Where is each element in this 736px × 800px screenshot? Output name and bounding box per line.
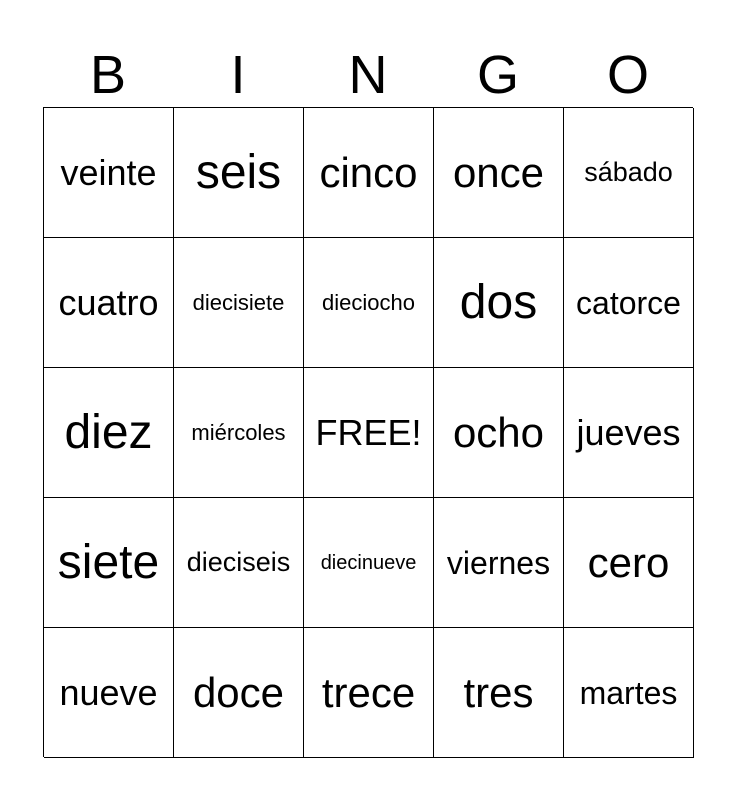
free-space-cell[interactable]: FREE!: [304, 368, 434, 498]
bingo-cell[interactable]: veinte: [44, 108, 174, 238]
bingo-board: [43, 107, 693, 757]
header-letter-g: G: [476, 45, 519, 105]
bingo-cell[interactable]: doce: [174, 628, 304, 758]
bingo-cell[interactable]: jueves: [564, 368, 694, 498]
bingo-cell[interactable]: miércoles: [174, 368, 304, 498]
bingo-cell[interactable]: nueve: [44, 628, 174, 758]
bingo-cell[interactable]: cuatro: [44, 238, 174, 368]
bingo-cell[interactable]: diecisiete: [174, 238, 304, 368]
bingo-cell[interactable]: cinco: [304, 108, 434, 238]
bingo-cell[interactable]: dos: [434, 238, 564, 368]
bingo-cell[interactable]: sábado: [564, 108, 694, 238]
bingo-header: [43, 44, 693, 106]
bingo-cell[interactable]: dieciocho: [304, 238, 434, 368]
bingo-cell[interactable]: catorce: [564, 238, 694, 368]
bingo-cell[interactable]: siete: [44, 498, 174, 628]
bingo-cell[interactable]: tres: [434, 628, 564, 758]
header-letter-n: N: [348, 45, 388, 105]
bingo-cell[interactable]: viernes: [434, 498, 564, 628]
bingo-cell[interactable]: diez: [44, 368, 174, 498]
header-letter-b: B: [89, 45, 127, 105]
bingo-cell[interactable]: martes: [564, 628, 694, 758]
bingo-cell[interactable]: trece: [304, 628, 434, 758]
header-letter-i: I: [230, 45, 246, 105]
bingo-cell[interactable]: once: [434, 108, 564, 238]
bingo-cell[interactable]: cero: [564, 498, 694, 628]
bingo-cell[interactable]: diecinueve: [304, 498, 434, 628]
header-letter-o: O: [606, 45, 649, 105]
bingo-cell[interactable]: seis: [174, 108, 304, 238]
bingo-cell[interactable]: dieciseis: [174, 498, 304, 628]
bingo-cell[interactable]: ocho: [434, 368, 564, 498]
